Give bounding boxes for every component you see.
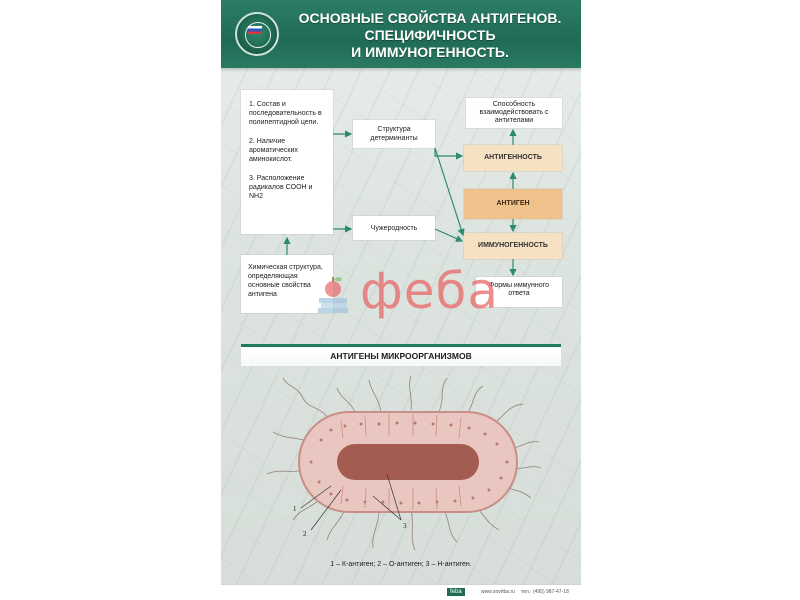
arrow-foreignness-to-immunogenicity (435, 229, 462, 241)
watermark (315, 262, 515, 326)
label-1: 1 (293, 505, 297, 513)
antigenicity-text: АНТИГЕННОСТЬ (484, 154, 542, 161)
title-line: СПЕЦИФИЧНОСТЬ (364, 27, 496, 43)
chemical-structure-text: Химическая структура, определяющая основные свойства антигена (248, 264, 323, 298)
bacterium-illustration (261, 370, 541, 560)
watermark-text: феба (360, 262, 499, 320)
binding-ability-text: Способность взаимодействовать с антителами (479, 101, 549, 124)
title-line: ОСНОВНЫЕ СВОЙСТВА АНТИГЕНОВ. (298, 10, 562, 26)
cell-core (337, 444, 479, 480)
section-title-bar (241, 344, 561, 366)
factor-item: 1. Состав и последовательность в полипептидной цепи. (249, 101, 322, 126)
poster-footer (221, 584, 581, 600)
arrow-structure-to-antigenicity (435, 148, 462, 156)
footer-brand: feba (447, 588, 465, 596)
section-title: АНТИГЕНЫ МИКРООРГАНИЗМОВ (330, 351, 472, 361)
factor-item: 3. Расположение радикалов COOH и NH2 (249, 175, 313, 200)
label-3: 3 (403, 522, 407, 530)
immunogenicity-text: ИММУНОГЕННОСТЬ (478, 242, 548, 249)
books-apple-icon (315, 272, 351, 316)
response-forms-text: Формы иммунного ответа (489, 282, 549, 297)
factor-item: 2. Наличие ароматических аминокислот. (249, 138, 298, 163)
label-2: 2 (303, 530, 307, 538)
footer-site: www.sovriba.ru (481, 589, 515, 595)
arrow-structure-to-immunogenicity (435, 148, 463, 235)
legend-caption: 1 – К-антиген; 2 – О-антиген; 3 – Н-антиген. (330, 561, 472, 568)
structure-determinant-text: Структура детерминанты (370, 126, 418, 142)
foreignness-text: Чужеродность (370, 225, 418, 232)
title-line: И ИММУНОГЕННОСТЬ. (351, 44, 509, 60)
antigen-text: АНТИГЕН (496, 200, 530, 207)
footer-phone: тел.: (495) 987-47-18 (521, 589, 569, 595)
